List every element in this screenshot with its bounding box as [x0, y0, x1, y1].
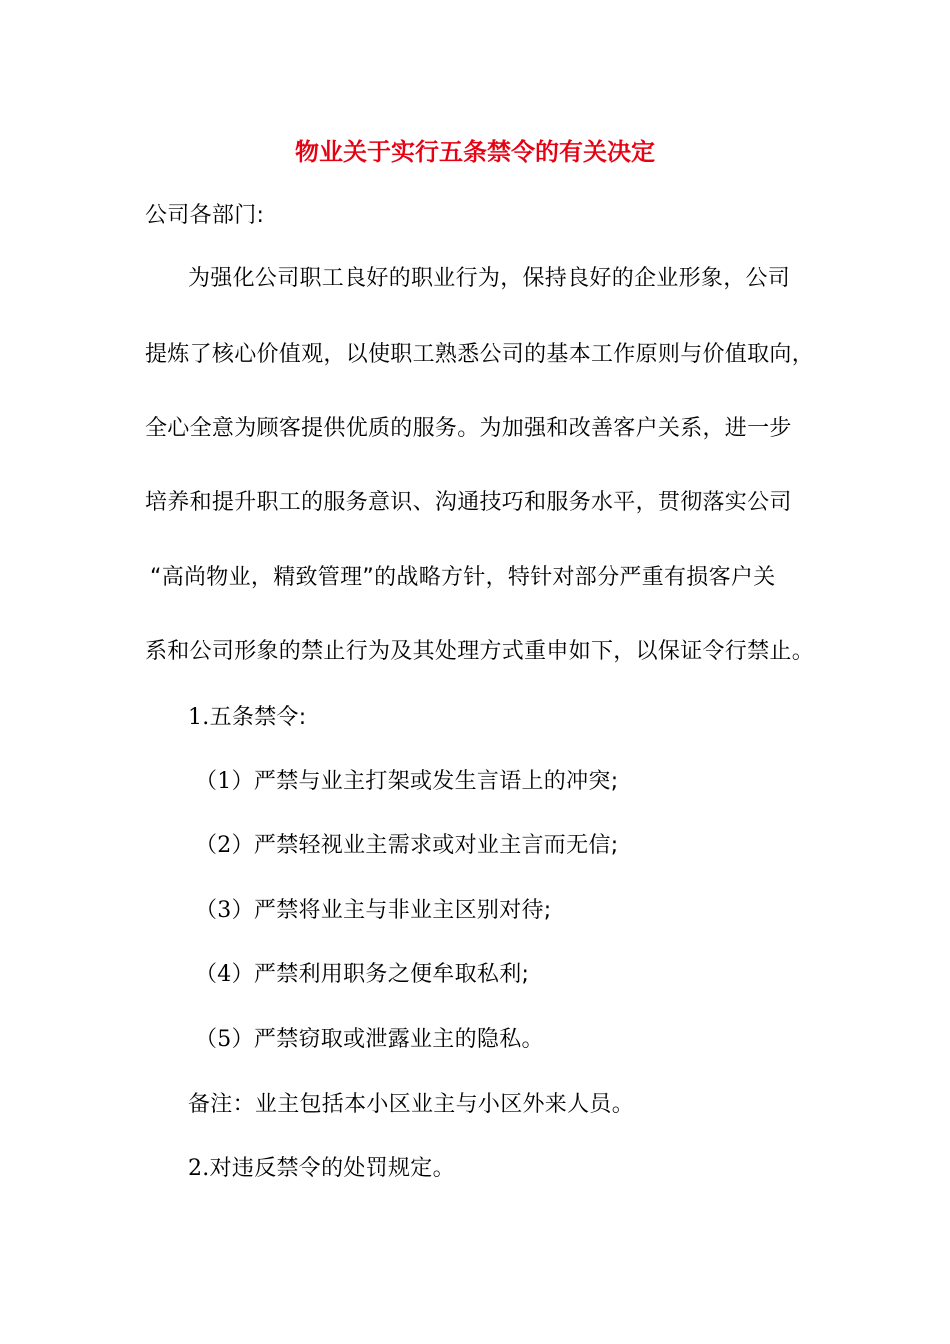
prohibition-number: （2） — [195, 833, 254, 858]
prohibition-number: （5） — [195, 1027, 254, 1052]
prohibition-text: 严禁窃取或泄露业主的隐私。 — [253, 1027, 544, 1052]
section-2-title: 对违反禁令的处罚规定。 — [209, 1156, 455, 1181]
prohibition-item — [195, 830, 618, 862]
section-2-number: 2. — [188, 1156, 210, 1181]
prohibition-text: 严禁轻视业主需求或对业主言而无信; — [253, 833, 619, 858]
intro-line-2: 提炼了核心价值观，以使职工熟悉公司的基本工作原则与价值取向， — [145, 342, 815, 367]
salutation: 公司各部门: — [145, 203, 265, 228]
prohibition-number: （3） — [195, 898, 254, 923]
note: 备注：业主包括本小区业主与小区外来人员。 — [188, 1092, 635, 1117]
prohibition-item — [195, 1024, 544, 1056]
prohibition-item — [195, 766, 618, 798]
section-2-heading — [188, 1153, 455, 1185]
intro-line-3: 全心全意为顾客提供优质的服务。为加强和改善客户关系，进一步 — [145, 416, 792, 441]
prohibition-item — [195, 959, 529, 991]
section-1-title: 五条禁令: — [209, 705, 307, 730]
prohibition-item — [195, 895, 552, 927]
document-title: 物业关于实行五条禁令的有关决定 — [295, 138, 655, 166]
prohibition-number: （1） — [195, 769, 254, 794]
prohibition-text: 严禁将业主与非业主区别对待; — [253, 898, 552, 923]
intro-line-6: 系和公司形象的禁止行为及其处理方式重申如下，以保证令行禁止。 — [145, 639, 815, 664]
intro-line-1: 为强化公司职工良好的职业行为，保持良好的企业形象，公司 — [188, 266, 791, 291]
prohibition-number: （4） — [195, 962, 254, 987]
intro-line-4: 培养和提升职工的服务意识、沟通技巧和服务水平，贯彻落实公司 — [145, 490, 792, 515]
section-1-number: 1. — [188, 705, 210, 730]
prohibition-text: 严禁与业主打架或发生言语上的冲突; — [253, 769, 619, 794]
prohibition-text: 严禁利用职务之便牟取私利; — [253, 962, 530, 987]
section-1-heading — [188, 702, 307, 734]
intro-line-5: “高尚物业，精致管理”的战略方针，特针对部分严重有损客户关 — [150, 565, 776, 590]
